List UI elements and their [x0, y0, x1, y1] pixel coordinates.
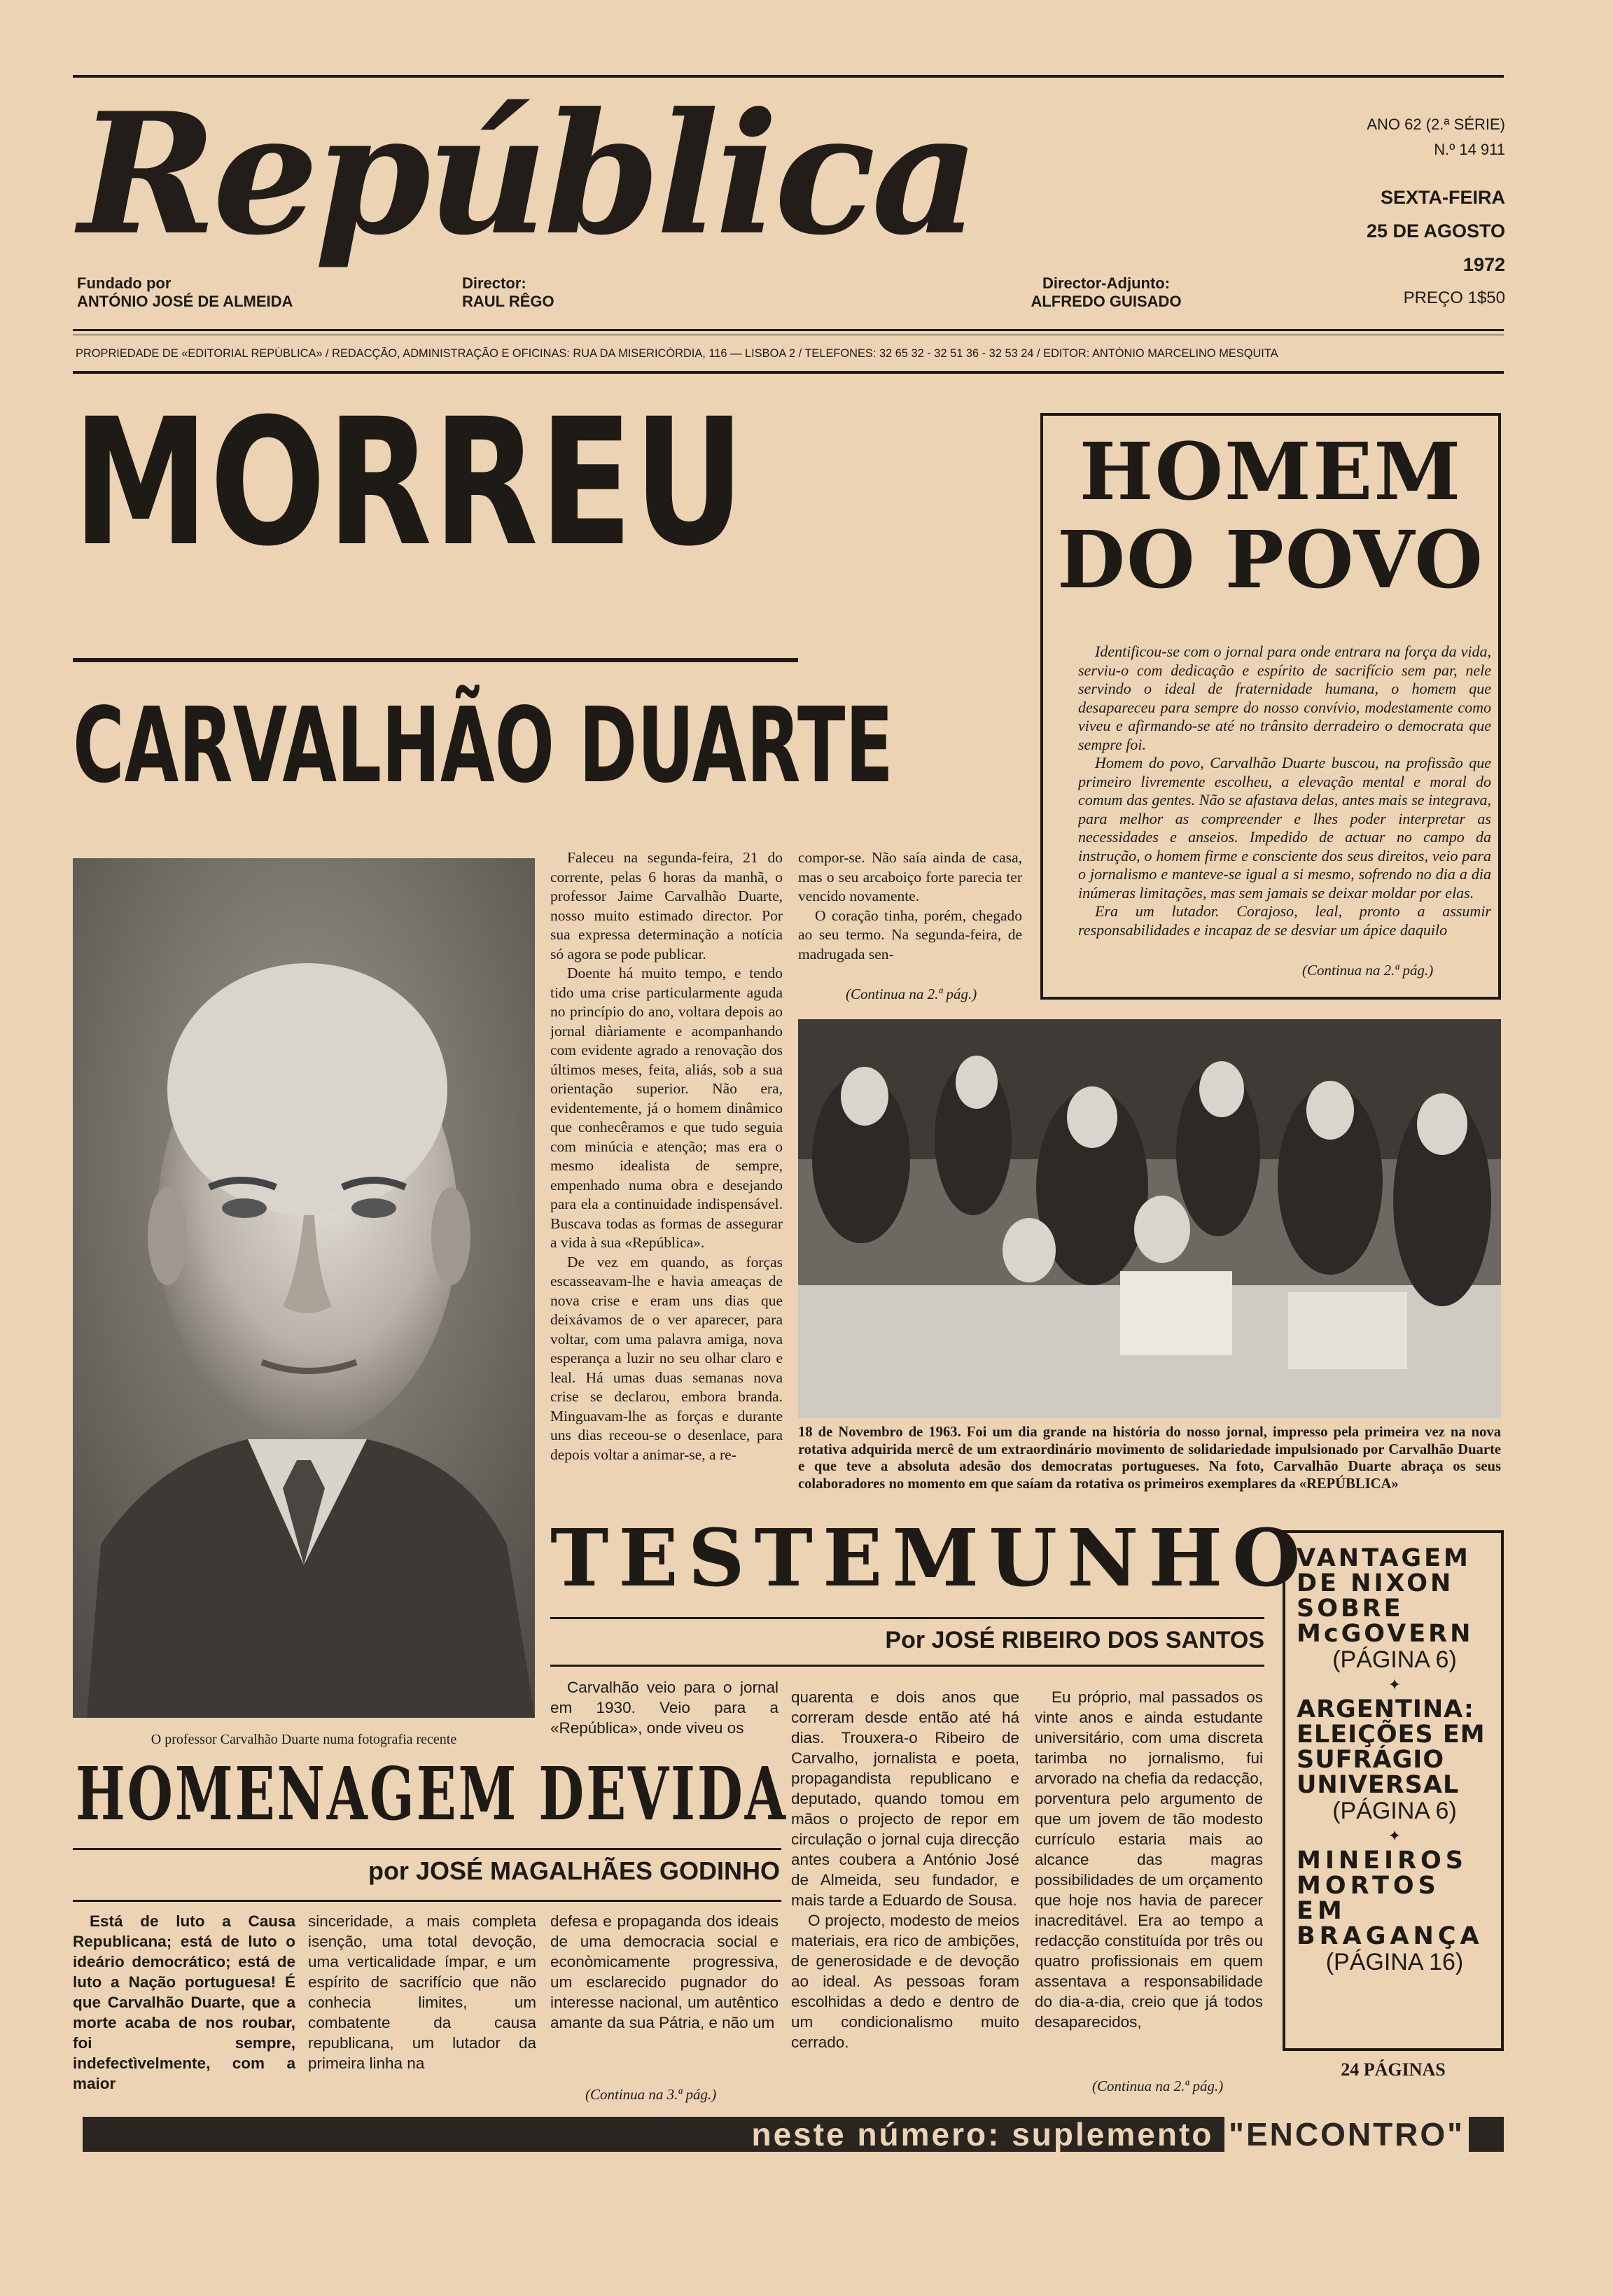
sidebar-separator-1: ✦ — [1388, 1676, 1402, 1693]
group-graphic — [798, 1019, 1501, 1418]
founder-label: Fundado por — [77, 274, 172, 292]
homem-do-povo-title — [1040, 428, 1501, 605]
testemunho-column-2 — [791, 1687, 1019, 2103]
obituary-continued: (Continua na 2.ª pág.) — [846, 986, 977, 1002]
homenagem-rule — [73, 1848, 781, 1850]
price: PREÇO 1$50 — [1403, 288, 1505, 307]
director-label: Director: — [462, 274, 526, 292]
masthead-title: República — [78, 77, 976, 272]
testemunho-continued: (Continua na 2.ª pág.) — [1092, 2078, 1224, 2094]
headline-line2: CARVALHÃO DUARTE — [73, 685, 893, 806]
sidebar-content — [1297, 1546, 1493, 1975]
founder — [77, 274, 293, 311]
sidebar-item-mineiros: MINEIROS MORTOS EM BRAGANÇA — [1297, 1847, 1483, 1950]
founder-name: ANTÓNIO JOSÉ DE ALMEIDA — [77, 293, 293, 310]
group-photo — [798, 1019, 1501, 1418]
testemunho-column-3 — [1035, 1687, 1263, 2072]
homenagem-continued: (Continua na 3.ª pág.) — [585, 2086, 717, 2103]
issue-year: ANO 62 (2.ª SÉRIE) — [1367, 115, 1505, 133]
deputy-director — [1008, 274, 1204, 311]
imprint-rule-top — [73, 329, 1504, 331]
sidebar-item-nixon: VANTAGEM DE NIXON SOBRE McGOVERN — [1297, 1544, 1474, 1648]
deputy-label: Director-Adjunto: — [1042, 274, 1171, 292]
obituary-paragraph-1: Faleceu na segunda-feira, 21 do corrente, pelas 6 horas da manhã, o professor Jaime Carvalhão Duarte, nosso muito estimado director. Por sua expressa determinação a notícia só agora se pode publicar. — [550, 849, 783, 962]
homenagem-paragraph-2: sinceridade, a mais completa isenção, uma total devoção, uma verticalidade ímpar, e um espírito de sacrifício que não conhecia limites, um combatente da causa republicana, um lutador da primeira linha na — [308, 1912, 536, 2072]
homenagem-paragraph-3: defesa e propaganda dos ideais de uma democracia social e econòmicamente progressiva, um esclarecido pugnador do interesse nacional, um autêntico amante da sua Pátria, e não um — [550, 1912, 778, 2031]
obituary-paragraph-4: compor-se. Não saía ainda de casa, mas o seu arcaboiço forte parecia ter vencido novamente. — [798, 849, 1022, 904]
homem-title-line1: HOMEM — [1079, 426, 1462, 518]
sidebar-item-argentina: ARGENTINA: ELEIÇÕES EM SUFRÁGIO UNIVERSAL — [1297, 1695, 1486, 1799]
issue-date — [1316, 181, 1505, 281]
homem-continued: (Continua na 2.ª pág.) — [1302, 962, 1434, 979]
banner-highlight: "ENCONTRO" — [1224, 2116, 1469, 2152]
portrait-photo — [73, 858, 535, 1718]
sidebar-item-mineiros-page: (PÁGINA 16) — [1325, 1949, 1464, 1975]
sidebar-separator-2: ✦ — [1388, 1827, 1402, 1844]
banner-label: neste número: suplemento — [751, 2116, 1214, 2152]
deputy-name: ALFREDO GUISADO — [1031, 293, 1182, 310]
obituary-paragraph-3: De vez em quando, as forças escasseavam-lhe e havia ameaças de nova crise e eram uns dias que deixávamos de o ver aparecer, para voltar, com uma palavra amiga, nova esperança a luzir no seu olhar claro e leal. Há umas duas semanas nova crise se declarou, embora branda. Minguavam-lhe as forças e durante uns dias receou-se o desenlace, para depois voltar a animar-se, a re- — [550, 1253, 783, 1463]
testemunho-paragraph-4: Eu próprio, mal passados os vinte anos e ainda estudante universitário, com uma discreta tarimba no jornalismo, fui arvorado na chefia da redacção, porventura pelo argumento de que um jovem de tão modesto currículo estaria mais ao alcance das magras possibilidades de um orçamento que hoje nos havia de parecer inacreditável. Era ao tempo a redacção constituída por três ou quatro profissionais em quem assentava a responsabilidade do dia-a-dia, creio que já todos desaparecidos, — [1035, 1688, 1263, 2031]
issue-info — [1316, 112, 1505, 162]
homenagem-title: HOMENAGEM DEVIDA — [76, 1751, 788, 1837]
homem-do-povo-text — [1078, 643, 1491, 959]
page-count: 24 PÁGINAS — [1341, 2059, 1446, 2080]
director — [462, 274, 554, 311]
homem-title-line2: DO POVO — [1057, 514, 1484, 606]
year-number: 1972 — [1462, 254, 1505, 275]
homenagem-paragraph-1: Está de luto a Causa Republicana; está de luto o ideário democrático; está de luto a Nação portuguesa! É que Carvalhão Duarte, que a morte acaba de nos roubar, foi sempre, indefectìvelmente, com a maior — [73, 1912, 295, 2092]
group-photo-caption: 18 de Novembro de 1963. Foi um dia grande na história do nosso jornal, impresso pela primeira vez na nova rotativa adquirida mercê de um extraordinário movimento de solidariedade impulsionado por Carvalhão Duarte e que teve a absoluta adesão dos democratas portugueses. Na foto, Carvalhão Duarte abraça os seus colaboradores no momento em que saíam da rotativa os primeiros exemplares da «REPÚBLICA» — [798, 1424, 1501, 1492]
supplement-banner-text — [83, 2115, 1469, 2153]
obituary-column-1 — [550, 848, 783, 1504]
homenagem-column-2 — [308, 1911, 536, 2121]
sidebar-item-nixon-page: (PÁGINA 6) — [1332, 1646, 1457, 1673]
homenagem-rule-2 — [73, 1900, 781, 1902]
homenagem-byline: por JOSÉ MAGALHÃES GODINHO — [368, 1856, 780, 1885]
portrait-caption: O professor Carvalhão Duarte numa fotografia recente — [151, 1732, 457, 1747]
headline-divider — [73, 658, 798, 662]
obituary-paragraph-2: Doente há muito tempo, e tendo tido uma crise particularmente aguda no princípio do ano, voltara depois ao jornal diàriamente e acompanhando com evidente agrado a renovação dos últimos meses, feita, aliás, sob a sua orientação superior. Não era, evidentemente, já o homem dinâmico que conhecêramos e que tudo seguia com minúcia e atenção; mas era o mesmo idealista de sempre, empenhado numa obra e desejando para ela a continuidade indispensável. Buscava todas as formas de assegurar a vida à sua «República». — [550, 965, 783, 1251]
issue-number: N.º 14 911 — [1434, 141, 1505, 158]
obituary-paragraph-5: O coração tinha, porém, chegado ao seu termo. Na segunda-feira, de madrugada sen- — [798, 906, 1022, 962]
homem-paragraph-3: Era um lutador. Corajoso, leal, pronto a assumir responsabilidades e incapaz de se desviar um ápice daquilo — [1078, 902, 1491, 939]
testemunho-column-1 — [550, 1677, 778, 1754]
homem-paragraph-2: Homem do povo, Carvalhão Duarte buscou, na profissão que primeiro livremente escolheu, a elevação mental e moral do comum das gentes. Não se afastava delas, antes mais se integrava, para melhor as compreender e lhes poder interpretar as necessidades e anseios. Impedido de actuar no campo da instrução, o homem firme e consciente dos seus direitos, veio para o jornalismo e manteve-se igual a si mesmo, sofrendo no dia a dia inúmeras limitações, mas sem jamais se deixar moldar por elas. — [1078, 754, 1491, 902]
weekday: SEXTA-FEIRA — [1380, 187, 1505, 208]
testemunho-paragraph-3: O projecto, modesto de meios materiais, era rico de ambições, de generosidade e de devoção ao ideal. As pessoas foram escolhidas a dedo e dentro de um condicionalismo muito cerrado. — [791, 1912, 1019, 2051]
director-name: RAUL RÊGO — [462, 293, 554, 310]
testemunho-rule-2 — [550, 1665, 1264, 1667]
obituary-column-2 — [798, 848, 1022, 981]
testemunho-rule — [550, 1617, 1264, 1619]
homenagem-column-1 — [73, 1911, 295, 2121]
testemunho-paragraph-2: quarenta e dois anos que correram desde então até há dias. Trouxera-o Ribeiro de Carvalho, jornalista e poeta, propagandista republicano e deputado, quando tomou em mãos o projecto de repor em circulação o jornal cuja direcção antes coubera a António José de Almeida, seu fundador, e mais tarde a Eduardo de Sousa. — [791, 1688, 1019, 1909]
portrait-graphic — [73, 858, 535, 1718]
imprint-line: PROPRIEDADE DE «EDITORIAL REPÚBLICA» / REDACÇÃO, ADMINISTRAÇÃO E OFICINAS: RUA DA MISERICÓRDIA, 116 — LISBOA 2 / TELEFONES: 32 65 32 - 32 51 36 - 32 53 24 / EDITOR: ANTÓNIO MARCELINO MESQUITA — [76, 347, 1278, 360]
imprint-rule-bottom — [73, 371, 1504, 374]
sidebar-item-argentina-page: (PÁGINA 6) — [1332, 1798, 1457, 1824]
testemunho-byline: Por JOSÉ RIBEIRO DOS SANTOS — [885, 1627, 1264, 1653]
testemunho-paragraph-1: Carvalhão veio para o jornal em 1930. Veio para a «República», onde viveu os — [550, 1679, 778, 1737]
date: 25 DE AGOSTO — [1366, 220, 1505, 241]
homenagem-column-3 — [550, 1911, 778, 2082]
homem-paragraph-1: Identificou-se com o jornal para onde entrara na força da vida, serviu-o com dedicação e espírito de sacrifício sem par, nele servindo o ideal de fraternidade humana, o homem que desapareceu para sempre do nosso convívio, modestamente como viveu e afirmando-se até no trânsito derradeiro o democrata que sempre foi. — [1078, 643, 1491, 753]
testemunho-title: TESTEMUNHO — [550, 1513, 1311, 1604]
headline-line1: MORREU — [73, 381, 746, 584]
